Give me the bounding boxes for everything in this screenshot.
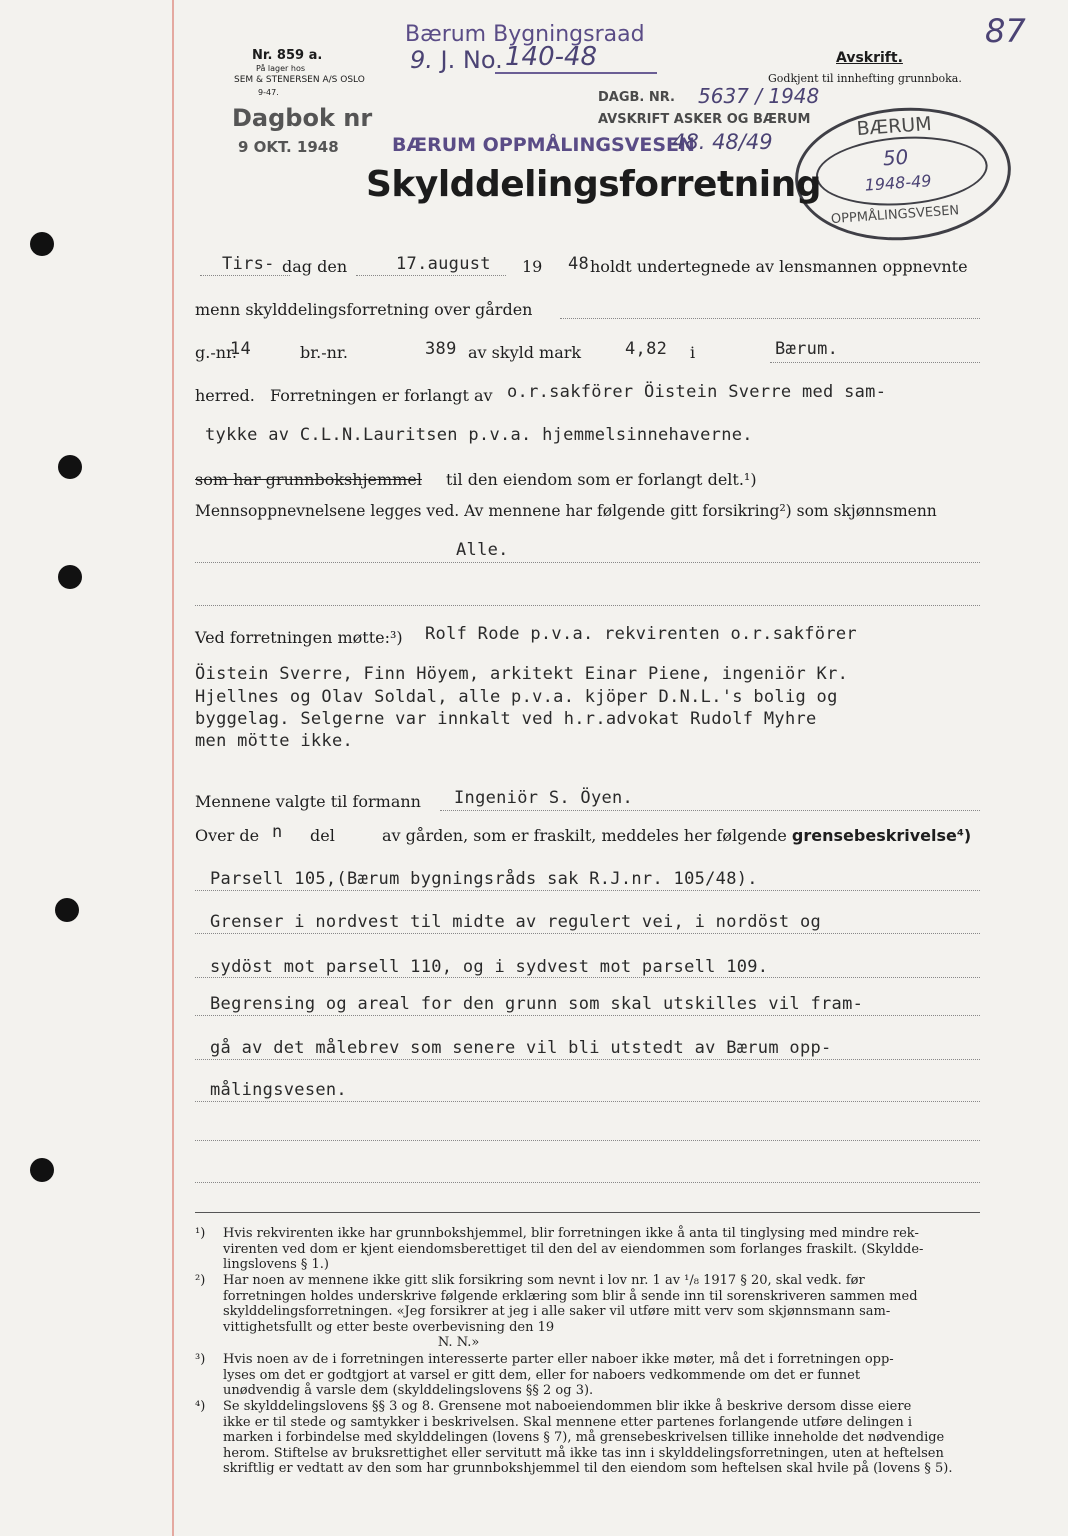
municipality: Bærum. bbox=[775, 339, 839, 359]
footnote-line: ikke er til stede og samtykker i beskrivelsen. Skal mennene etter partenes forlangende utføre delingen i bbox=[223, 1414, 913, 1430]
date-typed: 17.august bbox=[396, 254, 491, 274]
day-label: dag den bbox=[282, 257, 348, 276]
skyld-value: 4,82 bbox=[625, 339, 668, 359]
bygningsraad-stamp: Bærum Bygningsraad bbox=[405, 22, 645, 47]
publisher-line: SEM & STENERSEN A/S OSLO bbox=[234, 75, 365, 85]
brnr-label: br.-nr. bbox=[300, 343, 348, 362]
fill-line bbox=[195, 933, 980, 934]
requester-line: o.r.sakförer Öistein Sverre med sam- bbox=[507, 382, 887, 402]
chair-value: Ingeniör S. Öyen. bbox=[454, 788, 634, 808]
boundary-line: Begrensing og areal for den grunn som skal utskilles vil fram- bbox=[210, 994, 864, 1014]
gnr-label: g.-nr. bbox=[195, 343, 238, 362]
footnote-line: herom. Stiftelse av bruksrettighet eller servitutt må ikke tas inn i skylddelingsforretningen, uten at heftelsen bbox=[223, 1445, 944, 1461]
approval-note: Godkjent til innhefting grunnboka. bbox=[768, 72, 962, 85]
boundary-line: Parsell 105,(Bærum bygningsråds sak R.J.nr. 105/48). bbox=[210, 869, 758, 889]
struck-text: som har grunnbokshjemmel bbox=[195, 470, 422, 489]
footnote-separator bbox=[195, 1212, 980, 1213]
gnr-value: 14 bbox=[230, 339, 252, 359]
assurance-text: Mennsoppnevnelsene legges ved. Av mennene har følgende gitt forsikring²) som skjønnsmenn bbox=[195, 502, 937, 520]
fill-line bbox=[195, 1015, 980, 1016]
dagb-nr-label: DAGB. NR. bbox=[598, 90, 675, 105]
boundary-line: gå av det målebrev som senere vil bli utstedt av Bærum opp- bbox=[210, 1038, 832, 1058]
footnote-line: lyses om det er godtgjort at varsel er gitt dem, eller for naboers vedkommende om det er funnet bbox=[223, 1367, 861, 1383]
fill-line bbox=[356, 275, 506, 276]
attended-label: Ved forretningen møtte:³) bbox=[195, 628, 403, 647]
fill-line bbox=[195, 977, 980, 978]
fill-line bbox=[440, 810, 980, 811]
avskrift-stamp-line: AVSKRIFT ASKER OG BÆRUM bbox=[598, 112, 811, 127]
i-label: i bbox=[690, 343, 696, 362]
over-label: Over de bbox=[195, 826, 260, 845]
footnote-line: marken i forbindelse med skylddelingen (lovens § 7), må grensebeskrivelsen tillike inneholde det nødvendige bbox=[223, 1430, 945, 1446]
binder-hole bbox=[55, 898, 79, 922]
oval-stamp-number: 50 bbox=[882, 144, 910, 171]
requester-line: tykke av C.L.N.Lauritsen p.v.a. hjemmelsinnehaverne. bbox=[205, 425, 753, 445]
oval-stamp-top: BÆRUM bbox=[855, 112, 933, 141]
boundary-line: sydöst mot parsell 110, og i sydvest mot parsell 109. bbox=[210, 957, 769, 977]
boundary-line: målingsvesen. bbox=[210, 1080, 347, 1100]
footnote-line: Har noen av mennene ikke gitt slik forsikring som nevnt i lov nr. 1 av ¹/₈ 1917 § 20, skal vedk. før bbox=[223, 1273, 865, 1288]
over-value: n bbox=[272, 822, 283, 842]
dagb-nr-value: 5637 / 1948 bbox=[698, 84, 820, 108]
dagbok-stamp-label: Dagbok nr bbox=[232, 104, 373, 132]
del-label: del bbox=[310, 826, 335, 845]
fill-line bbox=[195, 1059, 980, 1060]
boundary-line: Grenser i nordvest til midte av regulert vei, i nordöst og bbox=[210, 912, 822, 932]
copy-label: Avskrift. bbox=[836, 50, 903, 66]
jno-prefix: 9. bbox=[410, 46, 433, 74]
oppmaling-nr: 48. 48/49 bbox=[672, 130, 773, 154]
footnote-line: vittighetsfullt og etter beste overbevisning den 19 bbox=[223, 1319, 555, 1335]
fill-line bbox=[195, 1182, 980, 1183]
assurance-value: Alle. bbox=[456, 540, 509, 560]
attended-line: Öistein Sverre, Finn Höyem, arkitekt Einar Piene, ingeniör Kr. bbox=[195, 664, 849, 684]
skyld-label: av skyld mark bbox=[468, 343, 582, 362]
footnote-line: N. N.» bbox=[223, 1335, 480, 1351]
jno-label bbox=[410, 46, 503, 74]
requested-by-label: Forretningen er forlangt av bbox=[270, 386, 493, 405]
footnote-line: forretningen holdes underskrive følgende erklæring som blir å sende inn til sorenskriveren sammen med bbox=[223, 1288, 918, 1304]
oval-stamp-inner bbox=[814, 131, 990, 211]
margin-rule bbox=[172, 0, 174, 1536]
footnote-line: Hvis rekvirenten ikke har grunnbokshjemmel, blir forretningen ikke å anta til tinglysing med mindre rek- bbox=[223, 1226, 919, 1241]
chair-label: Mennene valgte til formann bbox=[195, 792, 421, 811]
boundary-label bbox=[382, 826, 971, 845]
oppmaling-stamp: BÆRUM OPPMÅLINGSVESEN bbox=[392, 134, 695, 156]
oval-stamp bbox=[791, 101, 1016, 248]
fill-line bbox=[195, 1140, 980, 1141]
fill-line bbox=[770, 362, 980, 363]
binder-hole bbox=[58, 565, 82, 589]
brnr-value: 389 bbox=[425, 339, 457, 359]
owner-text: til den eiendom som er forlangt delt.¹) bbox=[446, 470, 757, 489]
fill-line bbox=[195, 1101, 980, 1102]
oval-stamp-year: 1948-49 bbox=[864, 171, 933, 195]
jno-value: 140-48 bbox=[505, 42, 598, 72]
jno-text: J. No. bbox=[440, 46, 503, 74]
footnote-number: ²) bbox=[195, 1273, 206, 1288]
form-number: Nr. 859 a. bbox=[252, 48, 323, 63]
year-label: 19 bbox=[522, 257, 543, 276]
binder-hole bbox=[30, 1158, 54, 1182]
oval-stamp-bottom: OPPMÅLINGSVESEN bbox=[830, 203, 960, 228]
jno-underline bbox=[495, 72, 657, 74]
footnote-line: skylddelingsforretningen. «Jeg forsikrer at jeg i alle saker vil utføre mitt verv som skjønnsmann sam- bbox=[223, 1304, 891, 1320]
publisher-line: På lager hos bbox=[256, 64, 305, 73]
attended-line: men mötte ikke. bbox=[195, 731, 354, 751]
footnote-number: ¹) bbox=[195, 1226, 206, 1241]
attended-line: byggelag. Selgerne var innkalt ved h.r.advokat Rudolf Myhre bbox=[195, 709, 817, 729]
year-typed: 48 bbox=[568, 254, 590, 274]
line-farm: menn skylddelingsforretning over gården bbox=[195, 300, 533, 319]
footnote-number: ⁴) bbox=[195, 1399, 206, 1414]
footnote-line: virenten ved dom er kjent eiendomsberettiget til den del av eiendommen som forlanges fraskilt. (Skyldde- bbox=[223, 1241, 924, 1257]
fill-line bbox=[200, 275, 290, 276]
fill-line bbox=[195, 562, 980, 563]
fill-line bbox=[195, 605, 980, 606]
footnote-line: lingslovens § 1.) bbox=[223, 1257, 329, 1273]
day-typed: Tirs- bbox=[222, 254, 275, 274]
page-number: 87 bbox=[985, 12, 1026, 50]
fill-line bbox=[560, 318, 980, 319]
footnote-line: Se skylddelingslovens §§ 3 og 8. Grensene mot naboeiendommen blir ikke å beskrive dersom disse eiere bbox=[223, 1399, 912, 1414]
footnote-line: Hvis noen av de i forretningen interesserte parter eller naboer ikke møter, må det i forretningen opp- bbox=[223, 1352, 894, 1367]
fill-line bbox=[195, 890, 980, 891]
document-title: Skylddelingsforretning bbox=[366, 164, 822, 205]
publisher-line: 9-47. bbox=[258, 88, 279, 97]
boundary-label-bold: grensebeskrivelse⁴) bbox=[791, 826, 972, 845]
attended-line: Hjellnes og Olav Soldal, alle p.v.a. kjöper D.N.L.'s bolig og bbox=[195, 687, 838, 707]
footnote-line: skriftlig er vedtatt av den som har grunnbokshjemmel til den eiendom som heftelsen skal hvile på (lovens § 5). bbox=[223, 1461, 953, 1477]
binder-hole bbox=[30, 232, 54, 256]
dagbok-stamp-date: 9 OKT. 1948 bbox=[238, 138, 339, 156]
footnote-line: unødvendig å varsle dem (skylddelingslovens §§ 2 og 3). bbox=[223, 1383, 594, 1399]
binder-hole bbox=[58, 455, 82, 479]
herred-label: herred. bbox=[195, 386, 255, 405]
attended-line: Rolf Rode p.v.a. rekvirenten o.r.sakförer bbox=[425, 624, 857, 644]
boundary-label-text: av gården, som er fraskilt, meddeles her følgende bbox=[382, 826, 787, 845]
footnote-number: ³) bbox=[195, 1352, 206, 1367]
held-text: holdt undertegnede av lensmannen oppnevnte bbox=[590, 257, 968, 276]
